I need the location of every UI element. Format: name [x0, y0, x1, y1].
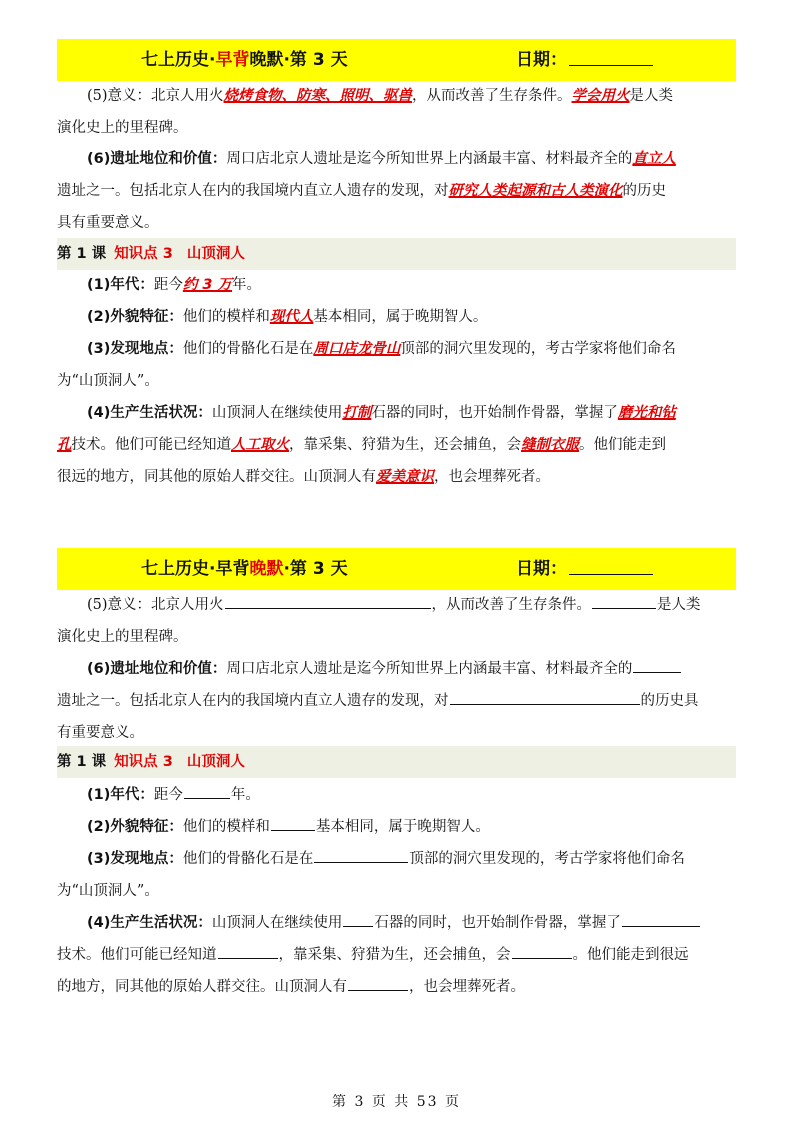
banner-title: 七上历史·早背晚默·第 3 天	[141, 50, 348, 70]
answer-text: 直立人	[632, 151, 676, 167]
highlight-zaobei: 早背	[215, 50, 250, 70]
knowledge-points-answers: (1)年代：距今约 3 万年。 (2)外貌特征：他们的模样和现代人基本相同，属于晚期智人。 (3)发现地点：他们的骨骼化石是在周口店龙骨山顶部的洞穴里发现的，考古学家将他们命名 为“山顶洞人”。 (4)生产生活状况：山顶洞人在继续使用打制石器的同时，也开始制作骨器，掌握了磨光和钻 孔技术。他们可能已经知道人工取火，靠采集、狩猎为生，还会捕鱼，会缝制衣服。他们能走到 很远的地方，同其他的原始人群交往。山顶洞人有爱美意识，也会埋葬死者。	[57, 269, 736, 493]
fill-blank[interactable]	[622, 908, 700, 927]
header-banner-bottom	[57, 548, 736, 590]
q3-location: (3)发现地点：他们的骨骼化石是在周口店龙骨山顶部的洞穴里发现的，考古学家将他们命名	[87, 341, 676, 357]
date-field: 日期：	[516, 548, 653, 590]
fill-blank[interactable]	[184, 780, 230, 799]
answer-text: 学会用火	[571, 88, 630, 104]
date-blank[interactable]	[569, 548, 653, 575]
answer-text: 爱美意识	[376, 469, 434, 485]
answer-text: 研究人类起源和古人类演化	[448, 183, 623, 199]
fill-blank[interactable]	[633, 654, 681, 673]
answer-text: 约 3 万	[182, 277, 233, 293]
q3-location: (3)发现地点：他们的骨骼化石是在 顶部的洞穴里发现的，考古学家将他们命名	[57, 843, 736, 875]
highlight-wanmo: 晚默	[249, 559, 284, 579]
q1-era: (1)年代：距今约 3 万年。	[87, 277, 262, 293]
fill-blank[interactable]	[343, 908, 373, 927]
answer-text: 孔	[57, 437, 72, 453]
fill-blank[interactable]	[218, 940, 278, 959]
header-banner-top	[57, 39, 736, 81]
answer-text: 缝制衣服	[521, 437, 579, 453]
fill-blank[interactable]	[314, 844, 408, 863]
section-header-bottom: 第 1 课 知识点 3 山顶洞人	[57, 746, 736, 778]
fill-blank[interactable]	[592, 590, 656, 609]
fill-blank[interactable]	[348, 972, 408, 991]
significance-paragraph-answers: (5)意义：北京人用火烧烤食物、防寒、照明、驱兽，从而改善了生存条件。学会用火是人类 演化史上的里程碑。	[57, 88, 674, 136]
q2-appearance: (2)外貌特征：他们的模样和 基本相同，属于晚期智人。	[57, 811, 736, 843]
q4-life: (4)生产生活状况：山顶洞人在继续使用打制石器的同时，也开始制作骨器，掌握了磨光和钻	[87, 405, 676, 421]
banner-title: 七上历史·早背晚默·第 3 天	[141, 559, 348, 579]
fill-blank[interactable]	[271, 812, 315, 831]
fill-blank[interactable]	[450, 686, 640, 705]
page-footer: 第 3 页 共 53 页	[332, 1094, 461, 1110]
q2-appearance: (2)外貌特征：他们的模样和现代人基本相同，属于晚期智人。	[87, 309, 488, 325]
fill-blank[interactable]	[512, 940, 572, 959]
section-header-top: 第 1 课 知识点 3 山顶洞人	[57, 238, 736, 270]
significance-paragraph-blanks: (5)意义：北京人用火 ，从而改善了生存条件。 是人类 演化史上的里程碑。	[57, 589, 736, 653]
answer-text: 人工取火	[231, 437, 289, 453]
knowledge-points-blanks: (1)年代：距今 年。 (2)外貌特征：他们的模样和 基本相同，属于晚期智人。 (3)发现地点：他们的骨骼化石是在 顶部的洞穴里发现的，考古学家将他们命名 为“山顶洞人”。 (4)生产生活状况：山顶洞人在继续使用 石器的同时，也开始制作骨器，掌握了 技术。他们可能已经知道 ，靠采集、狩猎为生，还会捕鱼，会 。他们能走到很远 的地方，同其他的原始人群交往。山顶洞人有 ，也会埋葬死者。	[57, 779, 736, 1003]
q1-era: (1)年代：距今 年。	[57, 779, 736, 811]
site-value-paragraph-answers: (6)遗址地位和价值：周口店北京人遗址是迄今所知世界上内涵最丰富、材料最齐全的直立人 遗址之一。包括北京人在内的我国境内直立人遗存的发现，对研究人类起源和古人类演化的历史 具有重要意义。	[57, 151, 676, 231]
answer-text: 打制	[342, 405, 372, 421]
answer-text: 周口店龙骨山	[313, 341, 401, 357]
answer-text: 磨光和钻	[617, 405, 676, 421]
answer-text: 现代人	[269, 309, 314, 325]
answer-text: 烧烤食物、防寒、照明、驱兽	[223, 88, 413, 104]
q4-life: (4)生产生活状况：山顶洞人在继续使用 石器的同时，也开始制作骨器，掌握了	[57, 907, 736, 939]
date-blank[interactable]	[569, 39, 653, 66]
fill-blank[interactable]	[225, 590, 431, 609]
date-field: 日期：	[516, 39, 653, 81]
site-value-paragraph-blanks: (6)遗址地位和价值：周口店北京人遗址是迄今所知世界上内涵最丰富、材料最齐全的 遗址之一。包括北京人在内的我国境内直立人遗存的发现，对 的历史具 有重要意义。	[57, 653, 736, 749]
